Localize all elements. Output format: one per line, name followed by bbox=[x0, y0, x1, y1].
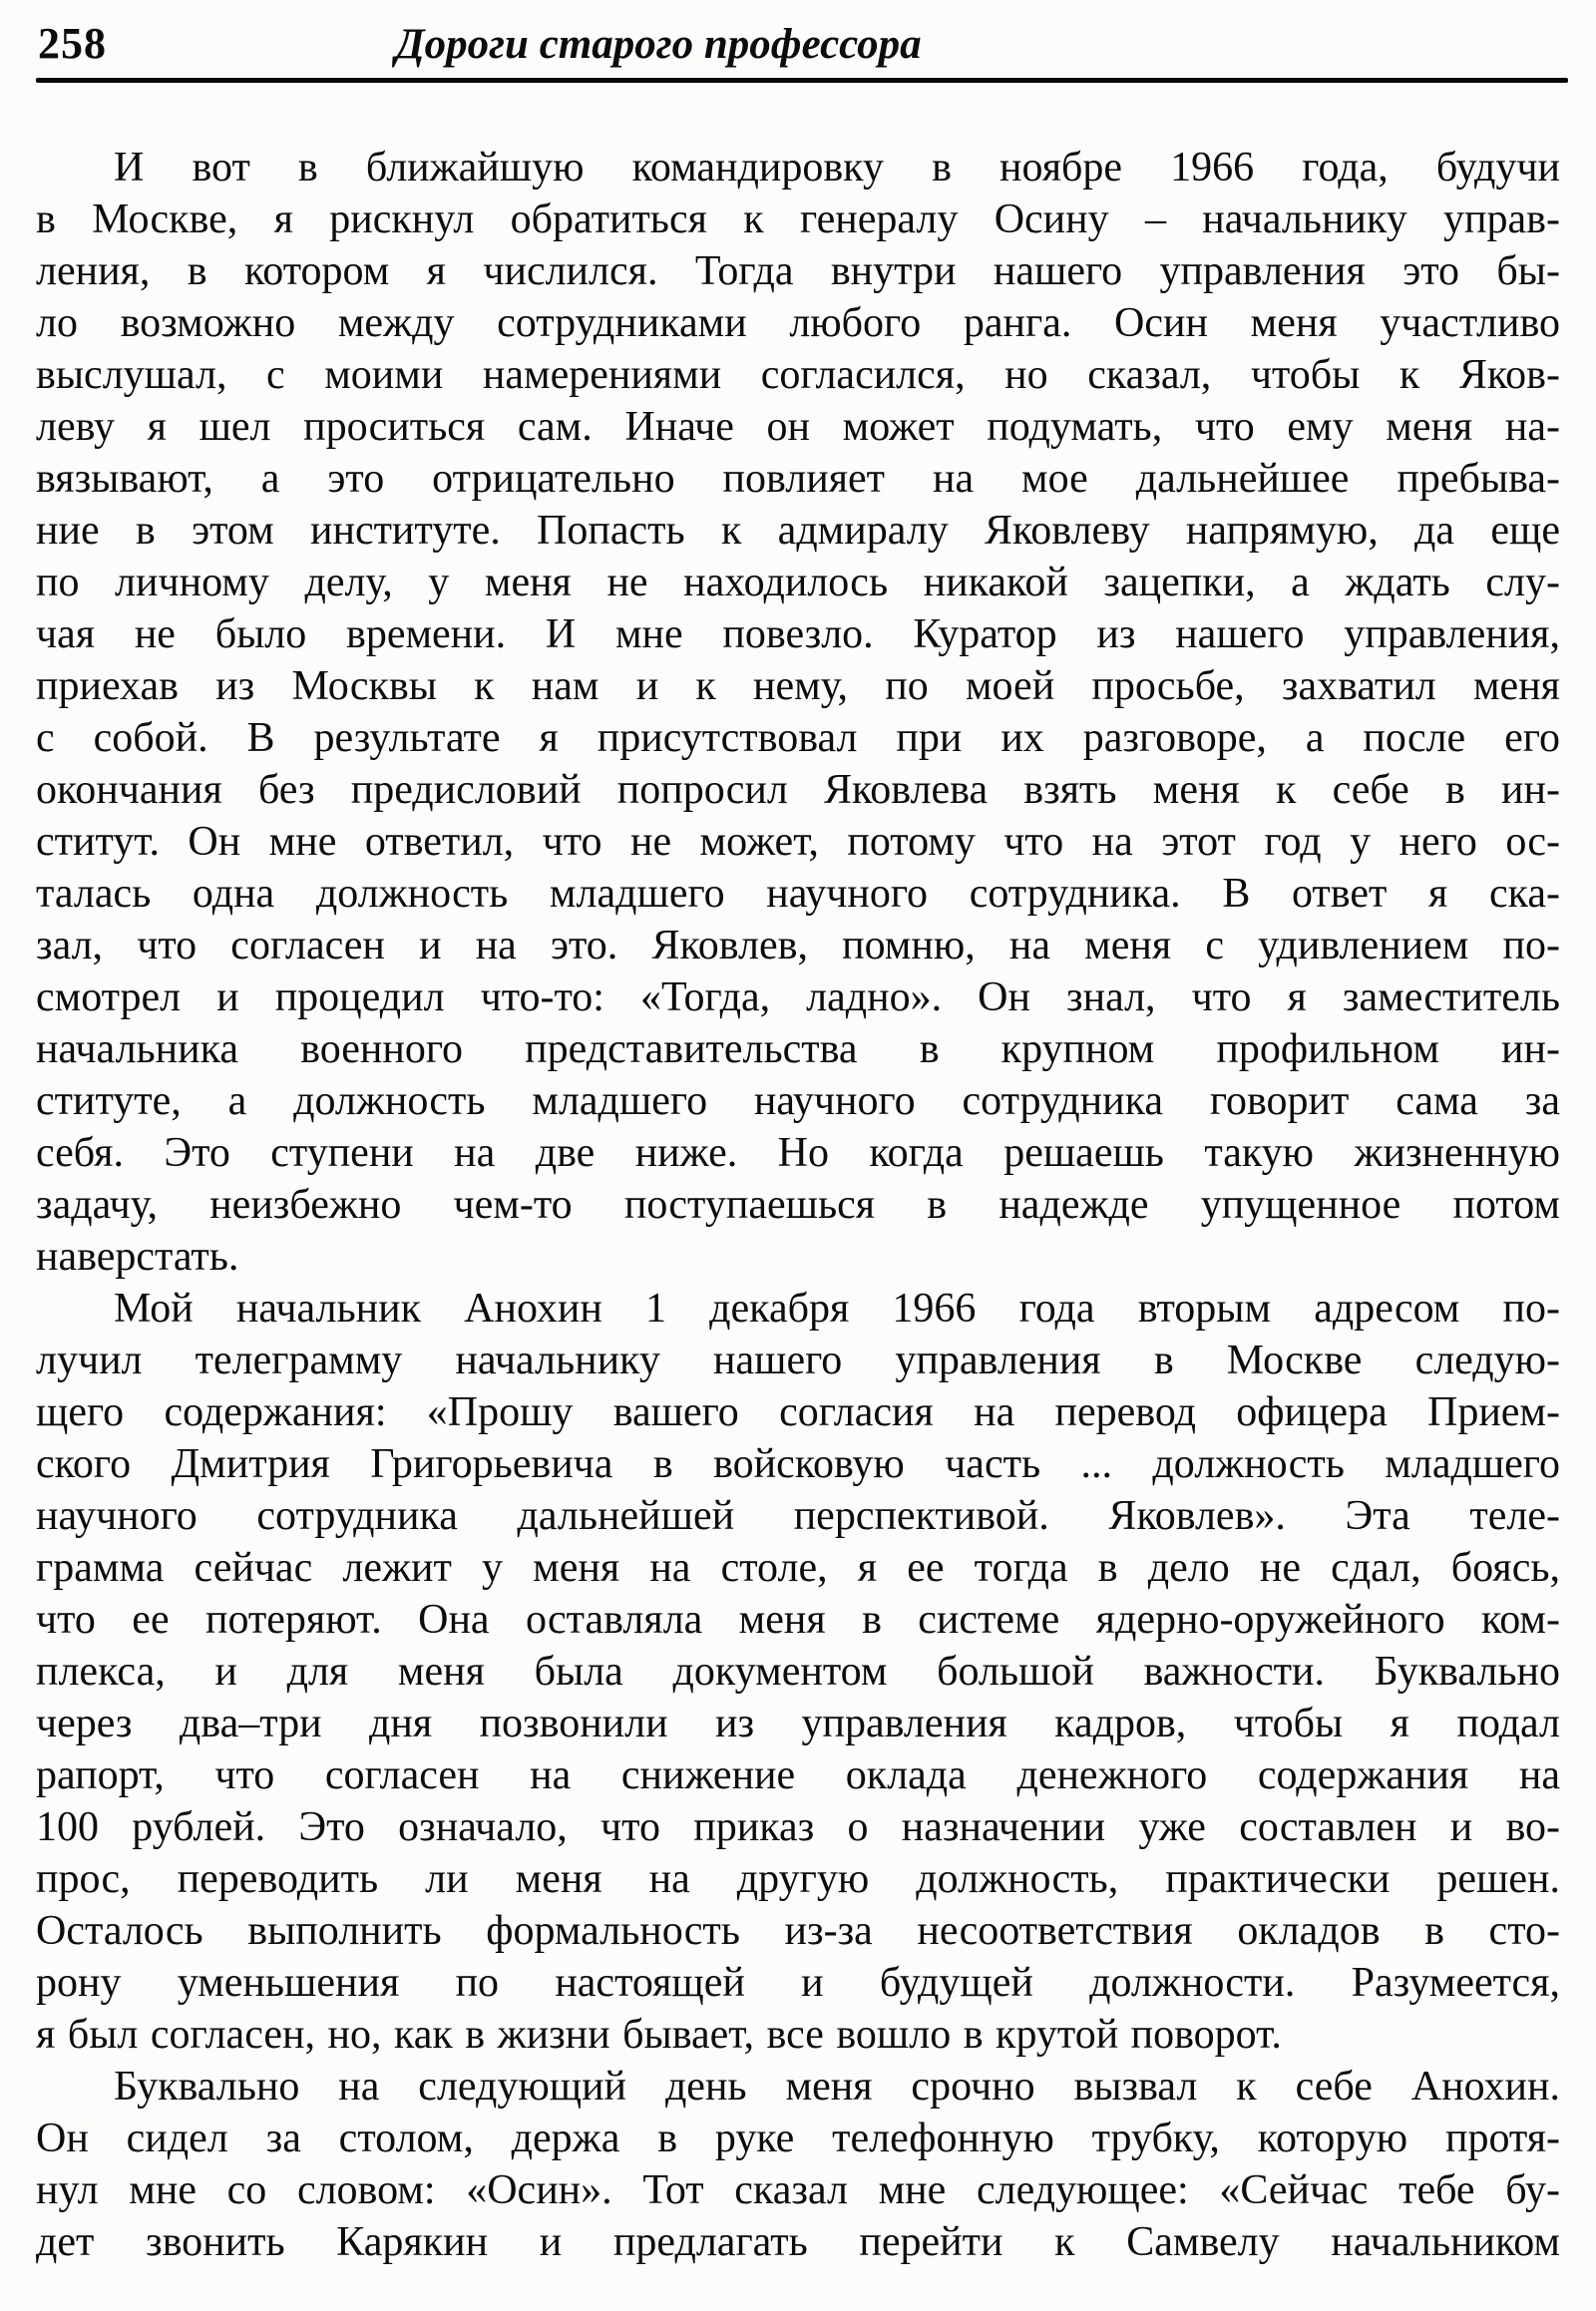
page-number: 258 bbox=[38, 19, 107, 68]
text-line: ского Дмитрия Григорьевича в войсковую часть ... должность младшего bbox=[36, 1441, 1560, 1487]
text-line: талась одна должность младшего научного сотрудника. В ответ я ска- bbox=[36, 871, 1560, 917]
text-line: смотрел и процедил что-то: «Тогда, ладно». Он знал, что я заместитель bbox=[36, 974, 1560, 1020]
text-line: зал, что согласен и на это. Яковлев, помню, на меня с удивлением по- bbox=[36, 923, 1560, 968]
text-line: задачу, неизбежно чем-то поступаешься в надежде упущенное потом bbox=[36, 1182, 1560, 1228]
text-line: щего содержания: «Прошу вашего согласия на перевод офицера Прием- bbox=[36, 1389, 1560, 1435]
text-line: начальника военного представительства в крупном профильном ин- bbox=[36, 1026, 1560, 1072]
text-line: ло возможно между сотрудниками любого ранга. Осин меня участливо bbox=[36, 300, 1560, 346]
text-line: рону уменьшения по настоящей и будущей должности. Разумеется, bbox=[36, 1960, 1560, 2006]
text-line: прос, переводить ли меня на другую должность, практически решен. bbox=[36, 1856, 1560, 1902]
text-line: с собой. В результате я присутствовал при их разговоре, а после его bbox=[36, 715, 1560, 761]
text-line: ления, в котором я числился. Тогда внутри нашего управления это бы- bbox=[36, 248, 1560, 294]
text-line: Осталось выполнить формальность из-за несоответствия окладов в сто- bbox=[36, 1908, 1560, 1954]
text-line: плекса, и для меня была документом большой важности. Буквально bbox=[36, 1649, 1560, 1695]
text-line: что ее потеряют. Она оставляла меня в системе ядерно-оружейного ком- bbox=[36, 1597, 1560, 1643]
text-line: Мой начальник Анохин 1 декабря 1966 года вторым адресом по- bbox=[114, 1286, 1560, 1332]
header-rule bbox=[36, 78, 1568, 83]
text-line: ние в этом институте. Попасть к адмиралу Яковлеву напрямую, да еще bbox=[36, 508, 1560, 554]
paragraph bbox=[36, 142, 1560, 1283]
text-line: нул мне со словом: «Осин». Тот сказал мне следующее: «Сейчас тебе бу- bbox=[36, 2167, 1560, 2213]
text-line: леву я шел проситься сам. Иначе он может подумать, что ему меня на- bbox=[36, 404, 1560, 450]
text-line: в Москве, я рискнул обратиться к генералу Осину – начальнику управ- bbox=[36, 196, 1560, 242]
text-line: Он сидел за столом, держа в руке телефонную трубку, которую протя- bbox=[36, 2116, 1560, 2161]
text-line: научного сотрудника дальнейшей перспективой. Яковлев». Эта теле- bbox=[36, 1493, 1560, 1539]
running-title: Дороги старого профессора bbox=[395, 21, 922, 68]
text-line: грамма сейчас лежит у меня на столе, я ее тогда в дело не сдал, боясь, bbox=[36, 1545, 1560, 1591]
page-body bbox=[36, 142, 1560, 2268]
text-line: выслушал, с моими намерениями согласился, но сказал, чтобы к Яков- bbox=[36, 352, 1560, 398]
text-line: через два–три дня позвонили из управления кадров, чтобы я подал bbox=[36, 1701, 1560, 1746]
text-line: дет звонить Карякин и предлагать перейти к Самвелу начальником bbox=[36, 2219, 1560, 2265]
text-line: лучил телеграмму начальнику нашего управления в Москве следую- bbox=[36, 1338, 1560, 1383]
text-line: по личному делу, у меня не находилось никакой зацепки, а ждать слу- bbox=[36, 560, 1560, 605]
text-line: ститут. Он мне ответил, что не может, потому что на этот год у него ос- bbox=[36, 819, 1560, 865]
text-line: приехав из Москвы к нам и к нему, по моей просьбе, захватил меня bbox=[36, 663, 1560, 709]
paragraph bbox=[36, 1283, 1560, 2061]
text-line: себя. Это ступени на две ниже. Но когда решаешь такую жизненную bbox=[36, 1130, 1560, 1176]
text-line: рапорт, что согласен на снижение оклада денежного содержания на bbox=[36, 1752, 1560, 1798]
text-line: вязывают, а это отрицательно повлияет на мое дальнейшее пребыва- bbox=[36, 456, 1560, 502]
text-line: ституте, а должность младшего научного сотрудника говорит сама за bbox=[36, 1078, 1560, 1124]
paragraph bbox=[36, 2061, 1560, 2268]
text-line: И вот в ближайшую командировку в ноябре 1966 года, будучи bbox=[114, 145, 1560, 191]
text-line: Буквально на следующий день меня срочно вызвал к себе Анохин. bbox=[114, 2064, 1560, 2110]
text-line: я был согласен, но, как в жизни бывает, все вошло в крутой поворот. bbox=[36, 2012, 1282, 2058]
text-line: наверстать. bbox=[36, 1234, 239, 1280]
text-line: окончания без предисловий попросил Яковлева взять меня к себе в ин- bbox=[36, 767, 1560, 813]
text-line: 100 рублей. Это означало, что приказ о назначении уже составлен и во- bbox=[36, 1804, 1560, 1850]
text-line: чая не было времени. И мне повезло. Куратор из нашего управления, bbox=[36, 611, 1560, 657]
